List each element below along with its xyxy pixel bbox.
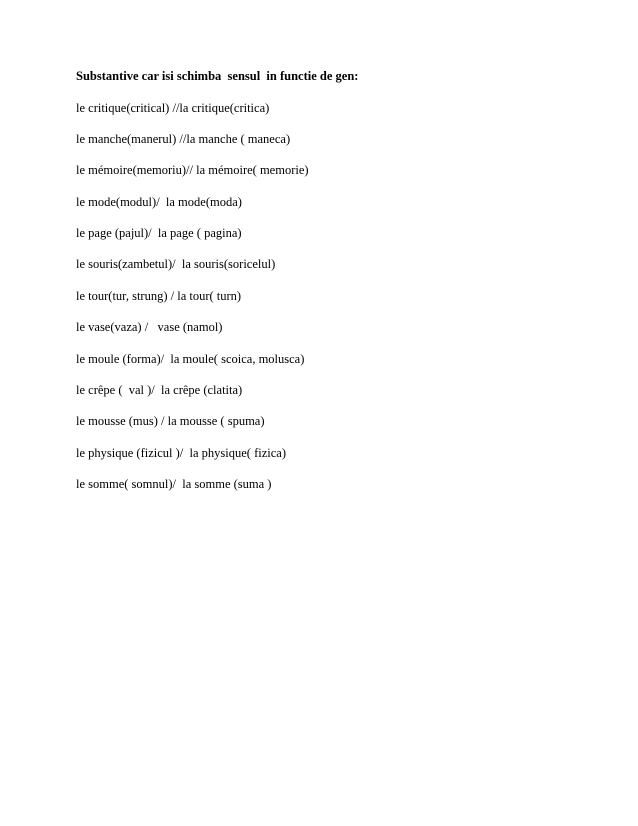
vocabulary-line: le crêpe ( val )/ la crêpe (clatita)	[76, 383, 243, 398]
vocabulary-line: le page (pajul)/ la page ( pagina)	[76, 226, 242, 241]
vocabulary-line: le mémoire(memoriu)// la mémoire( memorie)	[76, 163, 309, 178]
vocabulary-list	[76, 101, 596, 493]
document-title: Substantive car isi schimba sensul in functie de gen:	[76, 69, 359, 83]
vocabulary-line: le manche(manerul) //la manche ( maneca)	[76, 131, 291, 146]
vocabulary-line: le vase(vaza) / vase (namol)	[76, 320, 223, 335]
vocabulary-line: le critique(critical) //la critique(critica)	[76, 100, 270, 115]
document-content	[76, 69, 596, 509]
vocabulary-line: le tour(tur, strung) / la tour( turn)	[76, 288, 242, 303]
vocabulary-line: le mousse (mus) / la mousse ( spuma)	[76, 414, 265, 429]
vocabulary-line: le moule (forma)/ la moule( scoica, molusca)	[76, 351, 305, 366]
vocabulary-line: le somme( somnul)/ la somme (suma )	[76, 477, 272, 492]
vocabulary-line: le souris(zambetul)/ la souris(soricelul)	[76, 257, 276, 272]
vocabulary-line: le physique (fizicul )/ la physique( fizica)	[76, 445, 286, 460]
vocabulary-line: le mode(modul)/ la mode(moda)	[76, 194, 242, 209]
